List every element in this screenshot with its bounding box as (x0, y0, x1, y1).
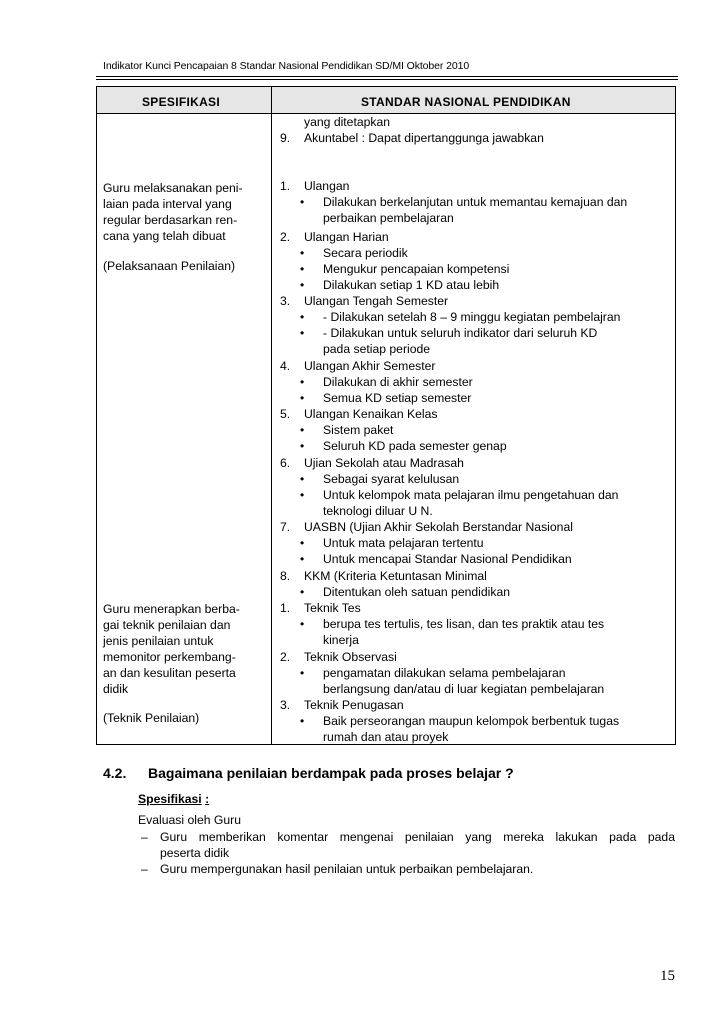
bullet-icon: • (300, 488, 305, 502)
item-title: UASBN (Ujian Akhir Sekolah Berstandar Nasional (304, 520, 573, 534)
bullet-icon: • (300, 552, 305, 566)
column-divider (271, 87, 272, 744)
bullet-icon: • (300, 714, 305, 728)
bullet-text: Seluruh KD pada semester genap (323, 439, 507, 453)
bullet-text: Untuk mencapai Standar Nasional Pendidikan (323, 552, 572, 566)
spec-text-line: cana yang telah dibuat (103, 229, 226, 243)
continued-line: yang ditetapkan (304, 115, 391, 129)
bullet-icon: • (300, 195, 305, 209)
item-title: Ulangan Tengah Semester (304, 294, 449, 308)
bullet-icon: • (300, 536, 305, 550)
bullet-text: Dilakukan setiap 1 KD atau lebih (323, 278, 500, 292)
section-list-text: peserta didik (160, 846, 230, 860)
evaluation-subhead: Evaluasi oleh Guru (138, 813, 241, 827)
item-title: Teknik Observasi (304, 650, 397, 664)
bullet-text: kinerja (323, 633, 359, 647)
item-title: Akuntabel : Dapat dipertanggunga jawabkan (304, 131, 544, 145)
spec-text-line: Guru melaksanakan peni- (103, 181, 243, 195)
item-title: Ulangan Kenaikan Kelas (304, 407, 438, 421)
bullet-text: Dilakukan berkelanjutan untuk memantau kemajuan dan (323, 195, 628, 209)
item-number: 1. (280, 179, 291, 193)
spec-text-line: didik (103, 682, 129, 696)
bullet-icon: • (300, 310, 305, 324)
bullet-icon: • (300, 472, 305, 486)
item-title: Ulangan Akhir Semester (304, 359, 436, 373)
header-rule (96, 76, 678, 77)
spec-colon: : (205, 792, 210, 806)
bullet-text: berupa tes tertulis, tes lisan, dan tes praktik atau tes (323, 617, 605, 631)
spec-text-line: regular berdasarkan ren- (103, 213, 238, 227)
spec-text-line: an dan kesulitan peserta (103, 666, 236, 680)
bullet-text: teknologi diluar U N. (323, 504, 433, 518)
item-number: 5. (280, 407, 291, 421)
item-number: 1. (280, 601, 291, 615)
bullet-text: Secara periodik (323, 246, 408, 260)
bullet-text: Mengukur pencapaian kompetensi (323, 262, 510, 276)
bullet-text: Semua KD setiap semester (323, 391, 472, 405)
bullet-text: Ditentukan oleh satuan pendidikan (323, 585, 511, 599)
bullet-icon: • (300, 278, 305, 292)
item-number: 7. (280, 520, 291, 534)
item-title: Ulangan Harian (304, 230, 389, 244)
bullet-icon: • (300, 423, 305, 437)
bullet-text: - Dilakukan untuk seluruh indikator dari seluruh KD (323, 326, 598, 340)
table-header-row (97, 87, 675, 114)
bullet-text: rumah dan atau proyek (323, 730, 449, 744)
bullet-text: Dilakukan di akhir semester (323, 375, 473, 389)
running-header: Indikator Kunci Pencapaian 8 Standar Nasional Pendidikan SD/MI Oktober 2010 (103, 60, 470, 72)
item-number: 6. (280, 456, 291, 470)
bullet-text: - Dilakukan setelah 8 – 9 minggu kegiatan pembelajran (323, 310, 621, 324)
bullet-text: berlangsung dan/atau di luar kegiatan pembelajaran (323, 682, 605, 696)
spec-text-line: memonitor perkembang- (103, 650, 236, 664)
spec-text-line: jenis penilaian untuk (103, 634, 214, 648)
standards-table (96, 86, 676, 745)
item-title: Ulangan (304, 179, 350, 193)
bullet-icon: • (300, 617, 305, 631)
col-header-standar: STANDAR NASIONAL PENDIDIKAN (361, 95, 571, 109)
bullet-text: Baik perseorangan maupun kelompok berbentuk tugas (323, 714, 620, 728)
bullet-text: Untuk kelompok mata pelajaran ilmu pengetahuan dan (323, 488, 619, 502)
item-number: 9. (280, 131, 291, 145)
spec-label: Spesifikasi (138, 792, 202, 806)
bullet-text: perbaikan pembelajaran (323, 211, 454, 225)
spec-text-line: Guru menerapkan berba- (103, 602, 240, 616)
item-title: Ujian Sekolah atau Madrasah (304, 456, 464, 470)
dash-icon: – (141, 830, 148, 844)
bullet-icon: • (300, 375, 305, 389)
col-header-spesifikasi: SPESIFIKASI (142, 95, 220, 109)
item-number: 2. (280, 230, 291, 244)
bullet-icon: • (300, 262, 305, 276)
item-title: Teknik Penugasan (304, 698, 404, 712)
bullet-icon: • (300, 246, 305, 260)
item-number: 3. (280, 698, 291, 712)
item-title: KKM (Kriteria Ketuntasan Minimal (304, 569, 487, 583)
bullet-icon: • (300, 666, 305, 680)
bullet-text: pengamatan dilakukan selama pembelajaran (323, 666, 566, 680)
bullet-icon: • (300, 326, 305, 340)
item-number: 8. (280, 569, 291, 583)
spec-text-line: gai teknik penilaian dan (103, 618, 231, 632)
item-number: 3. (280, 294, 291, 308)
bullet-icon: • (300, 391, 305, 405)
item-title: Teknik Tes (304, 601, 361, 615)
item-number: 2. (280, 650, 291, 664)
section-list-text: Guru memberikan komentar mengenai penilaian yang mereka lakukan pada pada (160, 830, 675, 844)
section-list-text: Guru mempergunakan hasil penilaian untuk perbaikan pembelajaran. (160, 862, 534, 876)
page-number: 15 (660, 968, 675, 984)
header-rule-2 (96, 79, 678, 80)
bullet-text: Sebagai syarat kelulusan (323, 472, 460, 486)
spec-label: (Teknik Penilaian) (103, 711, 200, 725)
bullet-text: pada setiap periode (323, 342, 431, 356)
item-number: 4. (280, 359, 291, 373)
bullet-text: Sistem paket (323, 423, 394, 437)
dash-icon: – (141, 862, 148, 876)
bullet-text: Untuk mata pelajaran tertentu (323, 536, 484, 550)
section-title: Bagaimana penilaian berdampak pada proses belajar ? (148, 765, 514, 781)
section-number: 4.2. (103, 765, 127, 781)
bullet-icon: • (300, 585, 305, 599)
spec-label-line (138, 791, 209, 807)
bullet-icon: • (300, 439, 305, 453)
spec-text-line: laian pada interval yang (103, 197, 232, 211)
spec-label: (Pelaksanaan Penilaian) (103, 259, 236, 273)
